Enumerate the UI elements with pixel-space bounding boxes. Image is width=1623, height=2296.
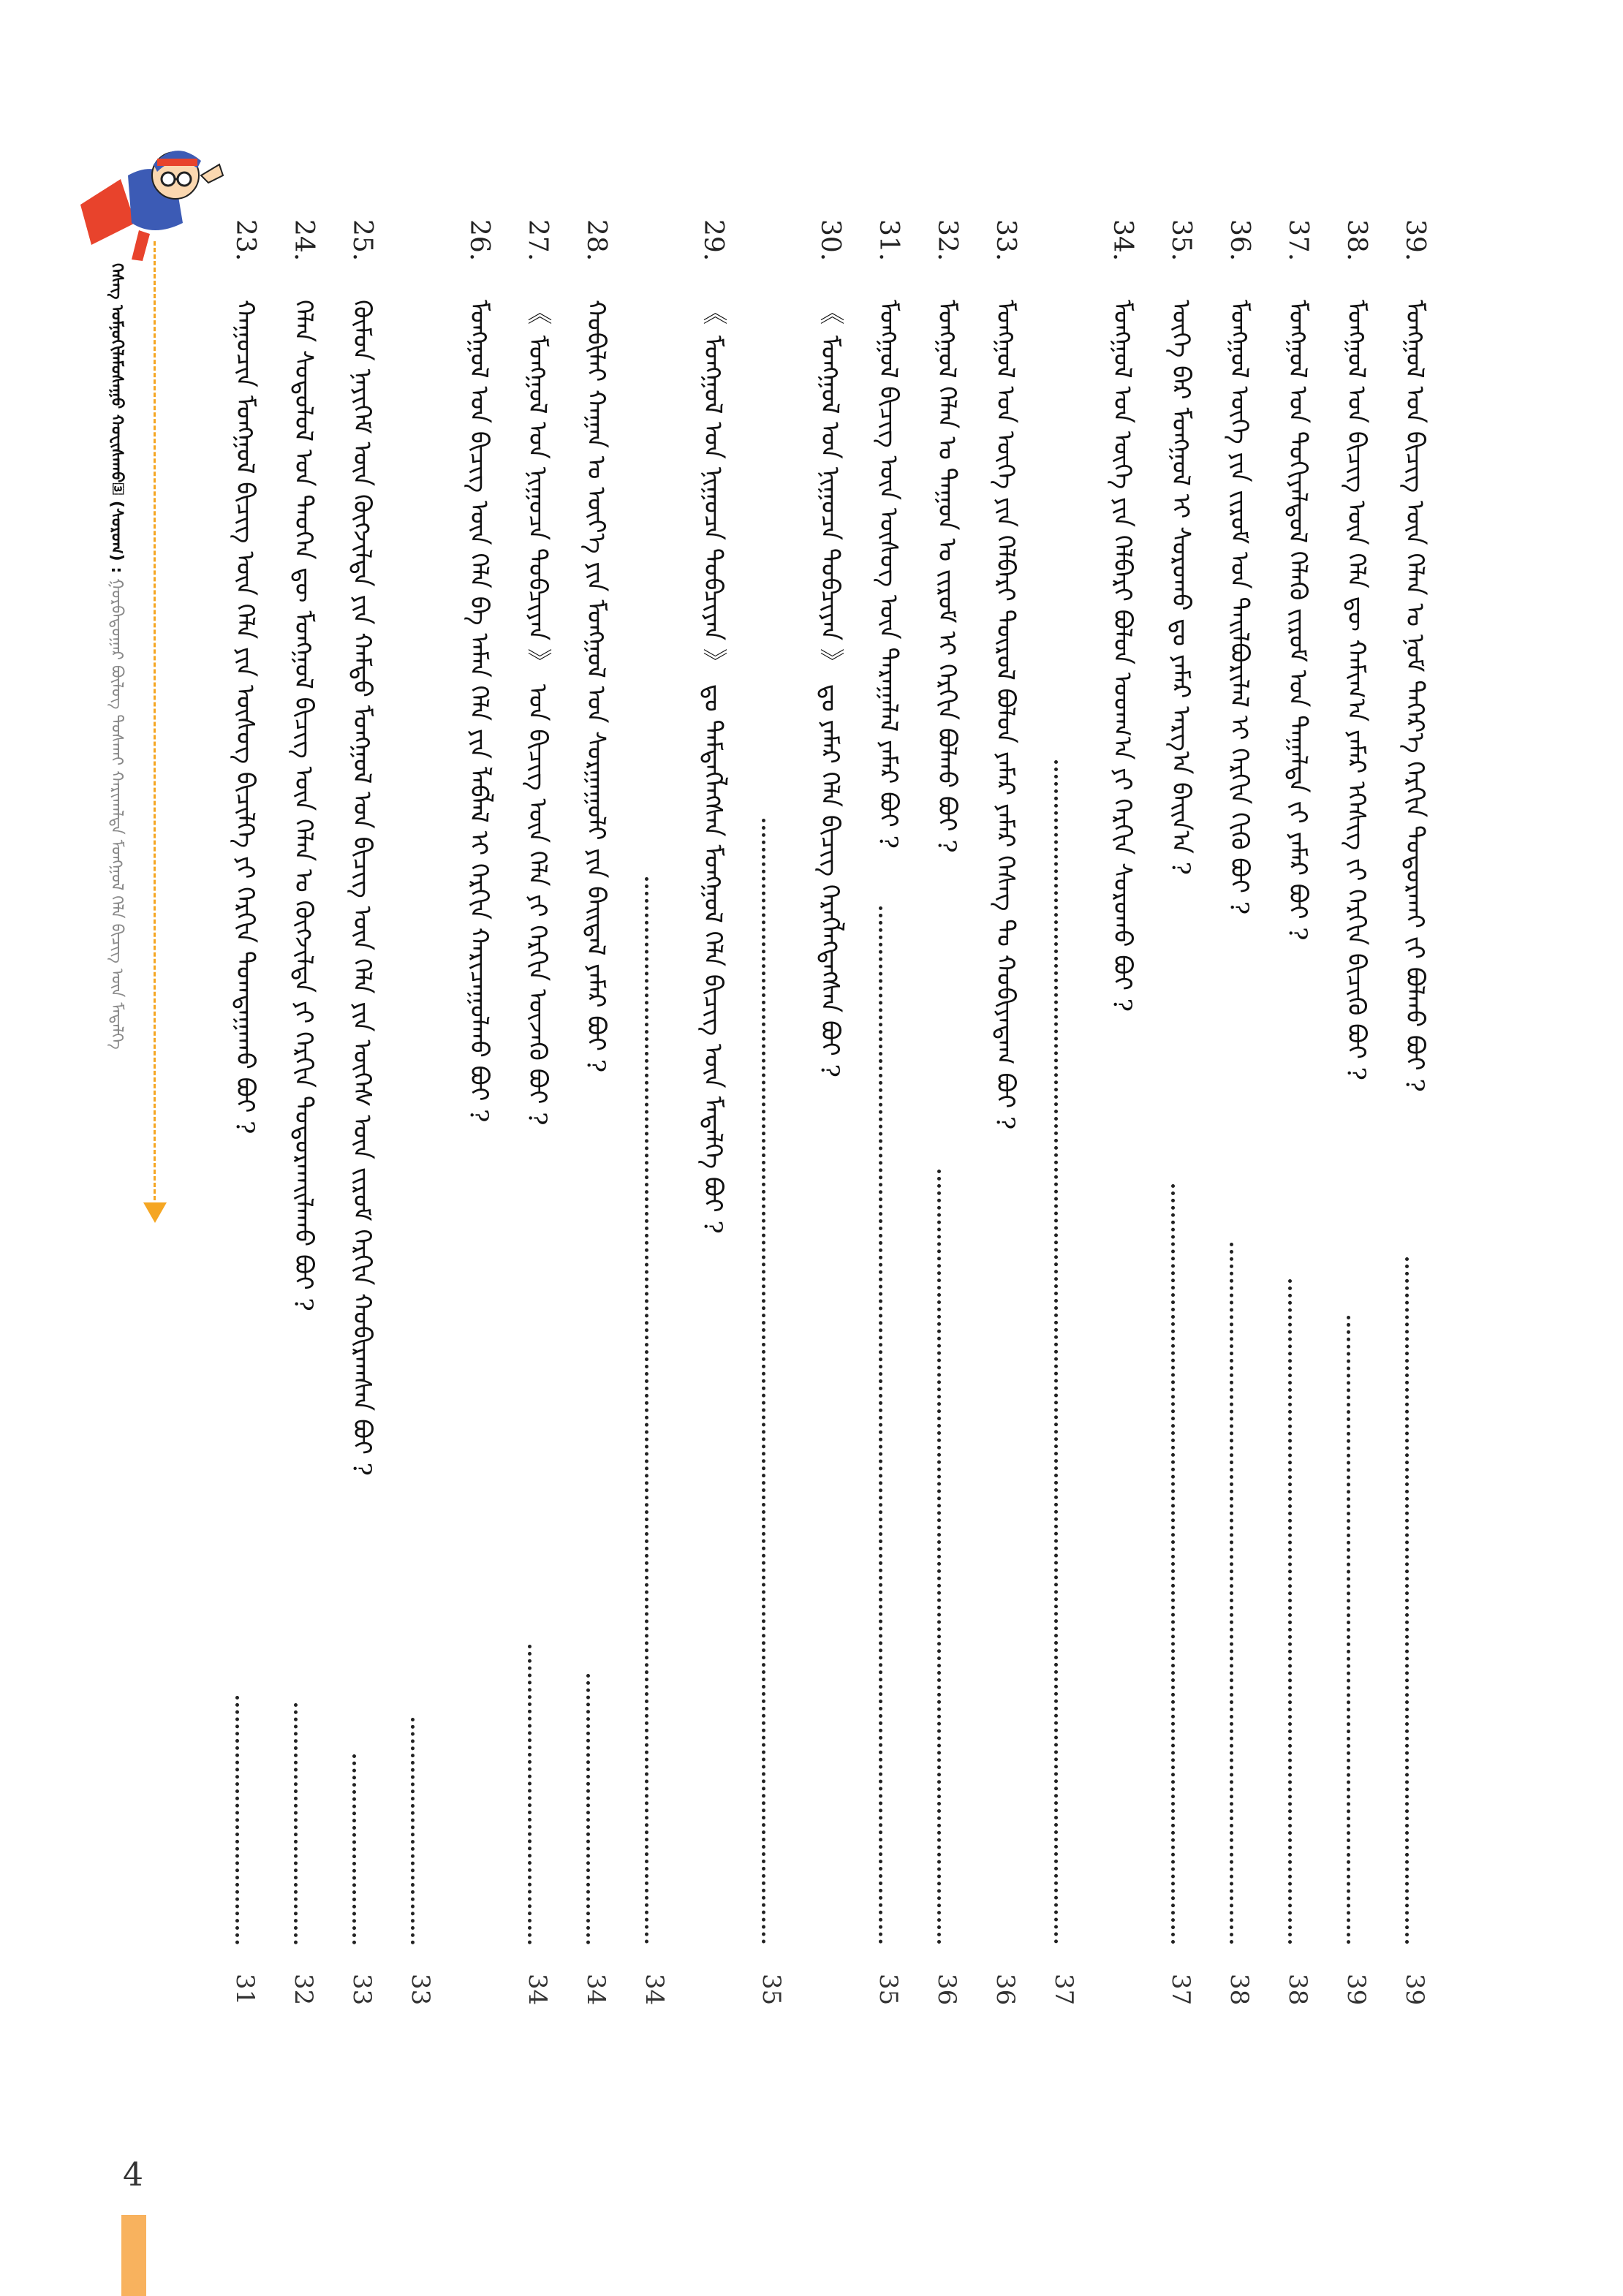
toc-entry-page: 38 [1225, 1974, 1254, 2006]
toc-entry[interactable] [219, 219, 270, 2032]
mascot-illustration [66, 135, 227, 281]
toc-entry[interactable] [980, 219, 1031, 2032]
toc-entry[interactable] [640, 219, 738, 2032]
toc-entry-number: 34. [1108, 219, 1138, 262]
toc-entry-title: ᠮᠣᠩᠭᠣᠯ ᠤᠨ ᠦᠭᠡ ᠶᠢᠨ ᠬᠡᠯᠪᠡᠷᠢ ᠲᠦᠷᠦᠯ ᠪᠣᠯᠤᠨ ᠶᠠᠮᠠᠷ ᠶᠠᠮᠠᠷ ᠬᠡᠰᠡᠭ ᠲᠤ ᠬᠤᠪᠢᠶᠠᠳᠠᠭ ᠪᠤᠢ ? [991, 300, 1020, 1130]
toc-entry-title: ᠬᠤᠪᠢᠯᠠᠢ ᠬᠠᠭᠠᠨ ᠤ ᠦᠶ᠎ᠡ ᠶᠢᠨ ᠮᠣᠩᠭᠣᠯ ᠤᠨ ᠰᠤᠷᠭᠠᠭᠤᠯᠢ ᠶᠢᠨ ᠪᠠᠢᠳᠠᠯ ᠶᠠᠮᠠᠷ ᠪᠤᠢ ? [581, 300, 610, 1073]
page-tab-decoration [121, 2215, 146, 2296]
toc-leader-dots [1405, 1257, 1409, 1944]
toc-leader-dots [879, 906, 882, 1944]
toc-leader-dots [1054, 760, 1058, 1944]
toc-entry-number: 33. [991, 219, 1021, 262]
toc-entry-number: 26. [464, 219, 494, 262]
toc-entry-page: 38 [1283, 1974, 1312, 2006]
toc-entry-number: 38. [1342, 219, 1372, 262]
toc-entry-page: 36 [991, 1974, 1020, 2006]
toc-entry-title: 《 ᠮᠣᠩᠭᠣᠯ ᠤᠨ ᠨᠢᠭᠤᠴᠠ ᠲᠣᠪᠴᠢᠶᠠᠨ 》 ᠳᠤ ᠶᠠᠮᠠᠷ ᠬᠡᠯᠡ ᠪᠢᠴᠢᠭ ᠬᠡᠷᠡᠭᠯᠡᠭᠳᠡᠭᠰᠡᠨ ᠪᠤᠢ ? [815, 300, 844, 1077]
toc-entry[interactable] [570, 219, 621, 2032]
toc-entry-title: 《 ᠮᠣᠩᠭᠣᠯ ᠤᠨ ᠨᠢᠭᠤᠴᠠ ᠲᠣᠪᠴᠢᠶᠠᠨ 》 ᠳᠤ ᠲᠡᠮᠳᠡᠭᠯᠡᠭᠰᠡᠨ ᠮᠣᠩᠭᠣᠯ ᠬᠡᠯᠡ ᠪᠢᠴᠢᠭ ᠦᠨ ᠮᠡᠳᠡᠯᠭᠡ ᠪᠤᠢ ? [698, 300, 727, 1234]
toc-entry-title: ᠬᠦᠮᠦᠨ ᠨᠡᠶᠢᠭᠡᠮ ᠦᠨ ᠬᠦᠭᠵᠢᠯᠲᠡ ᠶᠢᠨ ᠬᠠᠮᠲᠤ ᠮᠣᠩᠭᠣᠯ ᠤᠨ ᠪᠢᠴᠢᠭ ᠦᠨ ᠬᠡᠯᠡ ᠶᠢᠨ ᠦᠭᠡᠰ ᠦᠨ ᠵᠢᠷᠤᠮ ᠬᠡᠷᠬᠢᠨ ᠬᠤᠪᠢᠷᠠᠭᠰᠠᠨ ᠪᠤᠢ ? [347, 300, 377, 1476]
toc-entry-page: 36 [932, 1974, 961, 2006]
page-number: 4 [123, 2156, 143, 2194]
header-title-sub: ᠭᠤᠷᠪᠠᠳᠤᠭᠠᠷ ᠪᠦᠯᠦᠭ ᠲᠤᠰᠬᠠᠢ ᠬᠠᠷᠢᠬᠠᠯᠲᠠ ᠮᠣᠩᠭᠣᠯ ᠬᠡᠯᠡ ᠪᠢᠴᠢᠭ᠌ ᠦᠨ ᠮᠡᠳᠡᠯᠭᠡ [107, 578, 126, 1050]
toc-entry[interactable] [336, 219, 387, 2032]
toc-leader-dots [1288, 1279, 1292, 1944]
toc-leader-dots [411, 1718, 415, 1944]
toc-entry-page: 33 [347, 1974, 377, 2006]
toc-entry-page: 34 [523, 1974, 552, 2006]
toc-entry-title: ᠮᠣᠩᠭᠣᠯ ᠤᠨ ᠪᠢᠴᠢᠭ ᠦᠨ ᠬᠡᠯᠡᠨ ᠤ ᠨᠣᠮ ᠳᠡᠭᠡᠷ᠎ᠡ ᠬᠡᠷᠬᠢᠨ ᠳᠤᠳᠤᠷᠬᠠᠢ ᠵᠢ ᠪᠣᠯᠬᠤ ᠪᠤᠢ ? [1400, 300, 1429, 1092]
toc-entry-number: 35. [1166, 219, 1196, 262]
toc-entry-page: 37 [1049, 1974, 1078, 2006]
toc-entry-page: 34 [581, 1974, 610, 2006]
toc-entry-number: 37. [1283, 219, 1313, 262]
toc-entry[interactable] [512, 219, 563, 2032]
toc-entry-page: 37 [1166, 1974, 1195, 2006]
toc-entry-number: 32. [932, 219, 962, 262]
toc-leader-dots [1230, 1243, 1233, 1944]
toc-entry-page: 34 [640, 1974, 669, 2006]
toc-entry[interactable] [1272, 219, 1323, 2032]
toc-entry-title: ᠮᠣᠩᠭᠣᠯ ᠬᠡᠯᠡᠨ ᠤ ᠳᠠᠭᠤᠨ ᠤ ᠵᠢᠷᠤᠮ ᠢ ᠬᠡᠷᠬᠢᠨ ᠪᠣᠯᠬᠤ ᠪᠤᠢ ? [932, 300, 961, 853]
toc-leader-dots [352, 1754, 356, 1944]
toc-entry[interactable] [757, 219, 855, 2032]
toc-leader-dots [1171, 1184, 1175, 1944]
toc-entry-title: ᠬᠠᠭᠤᠴᠢᠨ ᠮᠣᠩᠭᠣᠯ ᠪᠢᠴᠢᠭ ᠦᠨ ᠬᠡᠯᠡ ᠶᠢᠨ ᠦᠰᠦᠭ ᠪᠢᠴᠢᠯᠭᠡ ᠶᠢ ᠬᠡᠷᠬᠢᠨ ᠲᠣᠭᠲᠠᠭᠠᠬᠤ ᠪᠤᠢ ? [230, 300, 260, 1134]
toc-entry-page: 35 [874, 1974, 903, 2006]
toc-entry-page: 39 [1342, 1974, 1371, 2006]
toc-entry-number: 24. [289, 219, 319, 262]
toc-entry-page: 31 [230, 1974, 260, 2006]
toc-entry[interactable] [863, 219, 914, 2032]
toc-entry[interactable] [1214, 219, 1265, 2032]
toc-entry-title: ᠮᠣᠩᠭᠣᠯ ᠤᠨ ᠪᠢᠴᠢᠭ ᠦᠨ ᠬᠡᠯᠡ ᠳᠦ ᠬᠠᠮᠢᠭ᠎ᠠ ᠶᠠᠮᠠᠷ ᠡᠭᠡᠰᠢᠭ ᠵᠢ ᠬᠡᠷᠬᠢᠨ ᠪᠢᠴᠢᠬᠦ ᠪᠤᠢ ? [1342, 300, 1371, 1080]
toc-entry-number: 25. [347, 219, 377, 262]
toc-entry-title: ᠮᠣᠩᠭᠣᠯ ᠪᠢᠴᠢᠭ ᠦᠨ ᠦᠰᠦᠭ ᠦᠨ ᠳᠠᠷᠠᠭᠠᠯᠠᠯ ᠶᠠᠮᠠᠷ ᠪᠤᠢ ? [874, 300, 903, 849]
toc-entry-number: 23. [230, 219, 260, 262]
toc-entry-title: ᠮᠣᠩᠭᠣᠯ ᠦᠭᠡ ᠶᠢᠨ ᠵᠢᠷᠤᠮ ᠤᠨ ᠲᠠᠢᠯᠪᠤᠷᠢᠯᠠᠯ ᠢ ᠬᠡᠷᠬᠢᠨ ᠬᠢᠬᠦ ᠪᠤᠢ ? [1225, 300, 1254, 915]
toc-entry-page: 32 [289, 1974, 318, 2006]
toc-entry[interactable] [278, 219, 329, 2032]
toc-leader-dots [528, 1645, 531, 1944]
toc-entry-title: ᠮᠣᠩᠭᠣᠯ ᠤᠨ ᠦᠭᠡ ᠶᠢᠨ ᠬᠡᠯᠪᠡᠷᠢ ᠪᠣᠯᠤᠨ ᠤᠳᠬ᠎ᠠ ᠶᠢ ᠬᠡᠷᠬᠢᠨ ᠰᠤᠷᠤᠬᠤ ᠪᠤᠢ ? [1108, 300, 1137, 1012]
toc-entry-number: 39. [1400, 219, 1430, 262]
toc-entry-number: 31. [874, 219, 904, 262]
toc-entry[interactable] [1331, 219, 1382, 2032]
toc-leader-dots [294, 1703, 298, 1944]
toc-entry[interactable] [1155, 219, 1206, 2032]
header-arrow-icon [143, 1202, 167, 1223]
toc-entry[interactable] [1389, 219, 1440, 2032]
toc-entry[interactable] [406, 219, 504, 2032]
toc-entry-number: 30. [815, 219, 845, 262]
toc-leader-dots [645, 877, 648, 1944]
toc-entry-title: ᠮᠣᠩᠭᠣᠯ ᠤᠨ ᠲᠣᠬᠢᠶᠠᠯᠳᠤᠯ ᠬᠡᠯᠡᠬᠦ ᠵᠢᠷᠤᠮ ᠤᠨ ᠳᠠᠭᠠᠯᠳᠠ ᠵᠢ ᠶᠠᠮᠠᠷ ᠪᠤᠢ ? [1283, 300, 1312, 941]
toc-entry-number: 27. [523, 219, 553, 262]
toc-entry-title: ᠦᠭᠡ ᠪᠡᠷ ᠮᠣᠩᠭᠣᠯ ᠢ ᠰᠤᠷᠤᠬᠤ ᠳᠤ ᠶᠠᠮᠠᠷ ᠠᠷᠭ᠎ᠠ ᠪᠠᠢᠨ᠎ᠠ ? [1166, 300, 1195, 875]
toc-entry-title: 《 ᠮᠣᠩᠭᠣᠯ ᠤᠨ ᠨᠢᠭᠤᠴᠠ ᠲᠣᠪᠴᠢᠶᠠᠨ 》 ᠤᠨ ᠪᠢᠴᠢᠭ ᠦᠨ ᠬᠡᠯᠡ ᠶᠢ ᠬᠡᠷᠬᠢᠨ ᠦᠵᠡᠬᠦ ᠪᠤᠢ ? [523, 300, 552, 1126]
toc-leader-dots [235, 1696, 239, 1944]
toc-leader-dots [937, 1170, 941, 1944]
toc-leader-dots [1347, 1316, 1350, 1944]
toc-entry-page: 33 [406, 1974, 435, 2006]
toc-entry[interactable] [1049, 219, 1148, 2032]
toc-entry-number: 36. [1225, 219, 1255, 262]
toc-entry-number: 28. [581, 219, 611, 262]
header-dashed-line [154, 241, 156, 1213]
toc-entry[interactable] [921, 219, 972, 2032]
header-title-main: ᠬᠡᠰᠡᠭ ᠤᠮᠨᠤᠬᠢᠯᠠᠮᠤᠰᠠᠭᠤ ᠬᠤᠸᠢᠰᠠᠭ᠍ᠤ᠍ (ᠰᠤᠷᠤᠬ) : [107, 263, 126, 574]
toc-entry-title: ᠬᠡᠯᠡᠨ ᠰᠤᠳᠤᠯᠤᠯ ᠤᠨ ᠲᠡᠦᠬᠡᠨ ᠳᠦ ᠮᠣᠩᠭᠣᠯ ᠪᠢᠴᠢᠭ ᠦᠨ ᠬᠡᠯᠡᠨ ᠤ ᠬᠦᠭᠵᠢᠯᠲᠡ ᠶᠢ ᠬᠡᠷᠬᠢᠨ ᠲᠣᠳᠤᠷᠬᠠᠢᠯᠠᠬᠤ ᠪᠤᠢ ? [289, 300, 318, 1311]
toc-entry-title: ᠮᠣᠩᠭᠣᠯ ᠤᠨ ᠪᠢᠴᠢᠭ ᠦᠨ ᠬᠡᠯᠡ ᠪᠡ ᠠᠮᠠᠨ ᠬᠡᠯᠡ ᠶᠢᠨ ᠯᠠᠪᠯᠠᠯ ᠢ ᠬᠡᠷᠬᠢᠨ ᠬᠠᠷᠢᠴᠠᠭᠤᠯᠬᠤ ᠪᠤᠢ ? [464, 300, 493, 1123]
toc-leader-dots [586, 1674, 590, 1944]
running-header [102, 263, 146, 1170]
toc-entry-page: 35 [757, 1974, 786, 2006]
toc-entry-page: 39 [1400, 1974, 1429, 2006]
toc-leader-dots [762, 819, 765, 1944]
toc-entry-number: 29. [698, 219, 728, 262]
